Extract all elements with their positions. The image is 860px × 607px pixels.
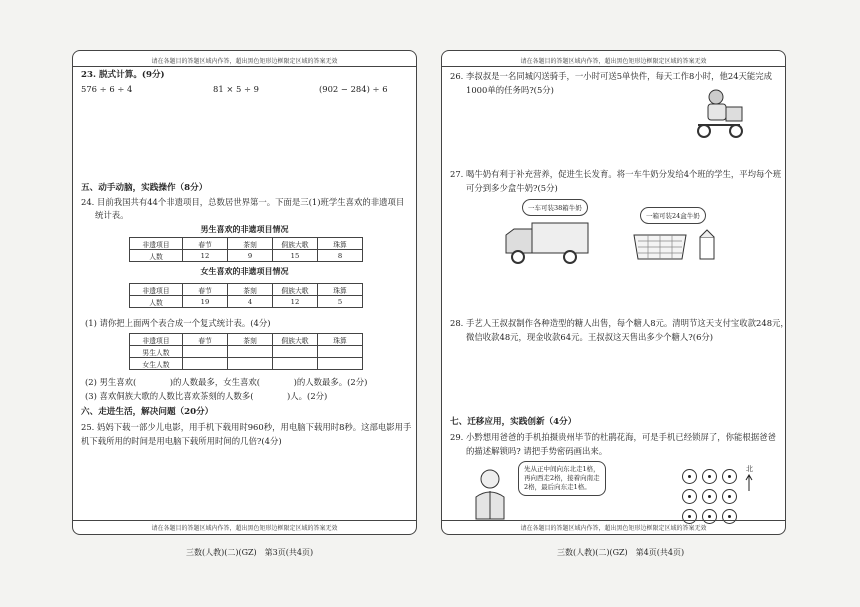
header-cell: 春节 bbox=[183, 238, 228, 250]
header-cell: 珠算 bbox=[318, 334, 363, 346]
girls-table bbox=[129, 283, 363, 308]
bubble-line: 先从正中间向东北走1格， bbox=[524, 465, 600, 473]
answer-area-notice: 请在各题目的答题区域内作答，超出黑色矩形边框限定区域的答案无效 bbox=[151, 525, 338, 532]
q26-line2: 1000单的任务吗?(5分) bbox=[466, 85, 554, 95]
q25-line2: 机下载所用的时间是用电脑下载所用时间的几倍?(4分) bbox=[81, 436, 282, 446]
section-7-heading: 七、迁移应用，实践创新（4分） bbox=[450, 417, 577, 427]
q28-line1: 28. 手艺人王叔叔制作各种造型的糖人出售，每个糖人8元。清明节这天支付宝收款248元， bbox=[450, 318, 789, 328]
north-label: 北 bbox=[746, 465, 753, 473]
header-cell: 珠算 bbox=[318, 238, 363, 250]
header-cell: 茶刻 bbox=[228, 284, 273, 296]
boys-table bbox=[129, 237, 363, 262]
divider bbox=[73, 520, 416, 521]
pattern-dot[interactable] bbox=[722, 469, 737, 484]
header-cell: 春节 bbox=[183, 284, 228, 296]
header-cell: 非遗项目 bbox=[130, 238, 183, 250]
q29-line1: 29. 小黔想用爸爸的手机拍摄贵州毕节的杜鹃花海，可是手机已经锁屏了，你能根据爸爸 bbox=[450, 432, 776, 442]
q29-line2: 的描述解锁吗? 请把手势密码画出来。 bbox=[466, 446, 608, 456]
section-6-heading: 六、走进生活，解决问题（20分） bbox=[81, 407, 214, 417]
girls-table-caption: 女生喜欢的非遗项目情况 bbox=[200, 266, 289, 276]
merged-table-blank[interactable] bbox=[129, 333, 363, 370]
bubble-line: 2格，最后向东走1格。 bbox=[524, 483, 591, 491]
header-cell: 茶刻 bbox=[228, 334, 273, 346]
pattern-dot[interactable] bbox=[682, 509, 697, 524]
blank-cell[interactable] bbox=[228, 346, 273, 358]
q23-title: 23. 脱式计算。(9分) bbox=[81, 70, 165, 80]
pattern-dot[interactable] bbox=[702, 469, 717, 484]
page-footer: 三数(人教)(二)(GZ) 第4页(共4页) bbox=[557, 548, 685, 557]
divider bbox=[442, 520, 785, 521]
blank-cell[interactable] bbox=[183, 346, 228, 358]
page-footer: 三数(人教)(二)(GZ) 第3页(共4页) bbox=[186, 548, 314, 557]
q23-expr-3: (902 − 284) ÷ 6 bbox=[319, 84, 388, 94]
q26-line1: 26. 李叔叔是一名同城闪送骑手，一小时可送5单快件，每天工作8小时，他24天能完成 bbox=[450, 71, 773, 81]
row-label: 人数 bbox=[130, 296, 183, 308]
q24-stem-line1: 24. 目前我国共有44个非遗项目，总数居世界第一。下面是三(1)班学生喜欢的非遗项目 bbox=[81, 197, 405, 207]
header-cell: 茶刻 bbox=[228, 238, 273, 250]
q25-line1: 25. 妈妈下载一部少儿电影，用手机下载用时960秒，用电脑下载用时8秒。这部电影用手 bbox=[81, 422, 412, 432]
header-cell: 珠算 bbox=[318, 284, 363, 296]
exam-page-3 bbox=[72, 50, 417, 535]
blank-cell[interactable] bbox=[318, 346, 363, 358]
answer-area-notice: 请在各题目的答题区域内作答，超出黑色矩形边框限定区域的答案无效 bbox=[151, 58, 338, 65]
milk-truck-illustration bbox=[504, 219, 590, 265]
q23-expr-2: 81 × 5 ÷ 9 bbox=[213, 84, 259, 94]
pattern-dot[interactable] bbox=[722, 509, 737, 524]
blank-cell[interactable] bbox=[228, 358, 273, 370]
answer-area-notice: 请在各题目的答题区域内作答，超出黑色矩形边框限定区域的答案无效 bbox=[520, 58, 707, 65]
blank-cell[interactable] bbox=[318, 358, 363, 370]
q28-line2: 微信收款48元，现金收款64元。王叔叔这天售出多少个糖人?(6分) bbox=[466, 332, 714, 342]
divider bbox=[442, 66, 785, 67]
pattern-dot[interactable] bbox=[682, 489, 697, 504]
q27-line1: 27. 喝牛奶有利于补充营养，促进生长发育。将一车牛奶分发给4个班的学生，平均每个班 bbox=[450, 169, 782, 179]
row-label: 人数 bbox=[130, 250, 183, 262]
header-cell: 侗族大歌 bbox=[273, 238, 318, 250]
pattern-dot[interactable] bbox=[722, 489, 737, 504]
q27-line2: 可分到多少盒牛奶?(5分) bbox=[466, 183, 558, 193]
header-cell: 非遗项目 bbox=[130, 334, 183, 346]
milk-crate-illustration bbox=[630, 227, 722, 263]
blank-cell[interactable] bbox=[183, 358, 228, 370]
blank-cell[interactable] bbox=[273, 346, 318, 358]
q24-stem-line2: 统计表。 bbox=[95, 210, 129, 220]
header-cell: 侗族大歌 bbox=[273, 284, 318, 296]
blank-cell[interactable] bbox=[273, 358, 318, 370]
father-speech-bubble bbox=[518, 461, 606, 496]
boys-table-caption: 男生喜欢的非遗项目情况 bbox=[200, 224, 289, 234]
table-cell: 9 bbox=[228, 250, 273, 262]
q24-sub3: (3) 喜欢侗族大歌的人数比喜欢茶刻的人数多( )人。(2分) bbox=[85, 391, 328, 401]
row-label: 女生人数 bbox=[130, 358, 183, 370]
pattern-dot[interactable] bbox=[682, 469, 697, 484]
answer-area-notice: 请在各题目的答题区域内作答，超出黑色矩形边框限定区域的答案无效 bbox=[520, 525, 707, 532]
delivery-rider-illustration bbox=[692, 87, 748, 139]
pattern-dot[interactable] bbox=[702, 489, 717, 504]
header-cell: 非遗项目 bbox=[130, 284, 183, 296]
north-arrow-icon bbox=[745, 474, 753, 492]
table-cell: 12 bbox=[273, 296, 318, 308]
row-label: 男生人数 bbox=[130, 346, 183, 358]
divider bbox=[73, 66, 416, 67]
q24-sub1: (1) 请你把上面两个表合成一个复式统计表。(4分) bbox=[85, 318, 271, 328]
exam-page-4 bbox=[441, 50, 789, 535]
bubble-line: 再向西走2格，接着向南走 bbox=[524, 474, 600, 482]
box-speech-bubble: 一箱可装24盒牛奶 bbox=[640, 207, 706, 224]
header-cell: 侗族大歌 bbox=[273, 334, 318, 346]
pattern-dot[interactable] bbox=[702, 509, 717, 524]
table-cell: 19 bbox=[183, 296, 228, 308]
father-illustration bbox=[468, 467, 512, 521]
table-cell: 15 bbox=[273, 250, 318, 262]
header-cell: 春节 bbox=[183, 334, 228, 346]
table-cell: 12 bbox=[183, 250, 228, 262]
q24-sub2: (2) 男生喜欢( )的人数最多，女生喜欢( )的人数最多。(2分) bbox=[85, 377, 368, 387]
table-cell: 5 bbox=[318, 296, 363, 308]
q23-expr-1: 576 ÷ 6 ÷ 4 bbox=[81, 84, 133, 94]
truck-speech-bubble: 一车可装38箱牛奶 bbox=[522, 199, 588, 216]
table-cell: 4 bbox=[228, 296, 273, 308]
table-cell: 8 bbox=[318, 250, 363, 262]
section-5-heading: 五、动手动脑，实践操作（8分） bbox=[81, 183, 208, 193]
